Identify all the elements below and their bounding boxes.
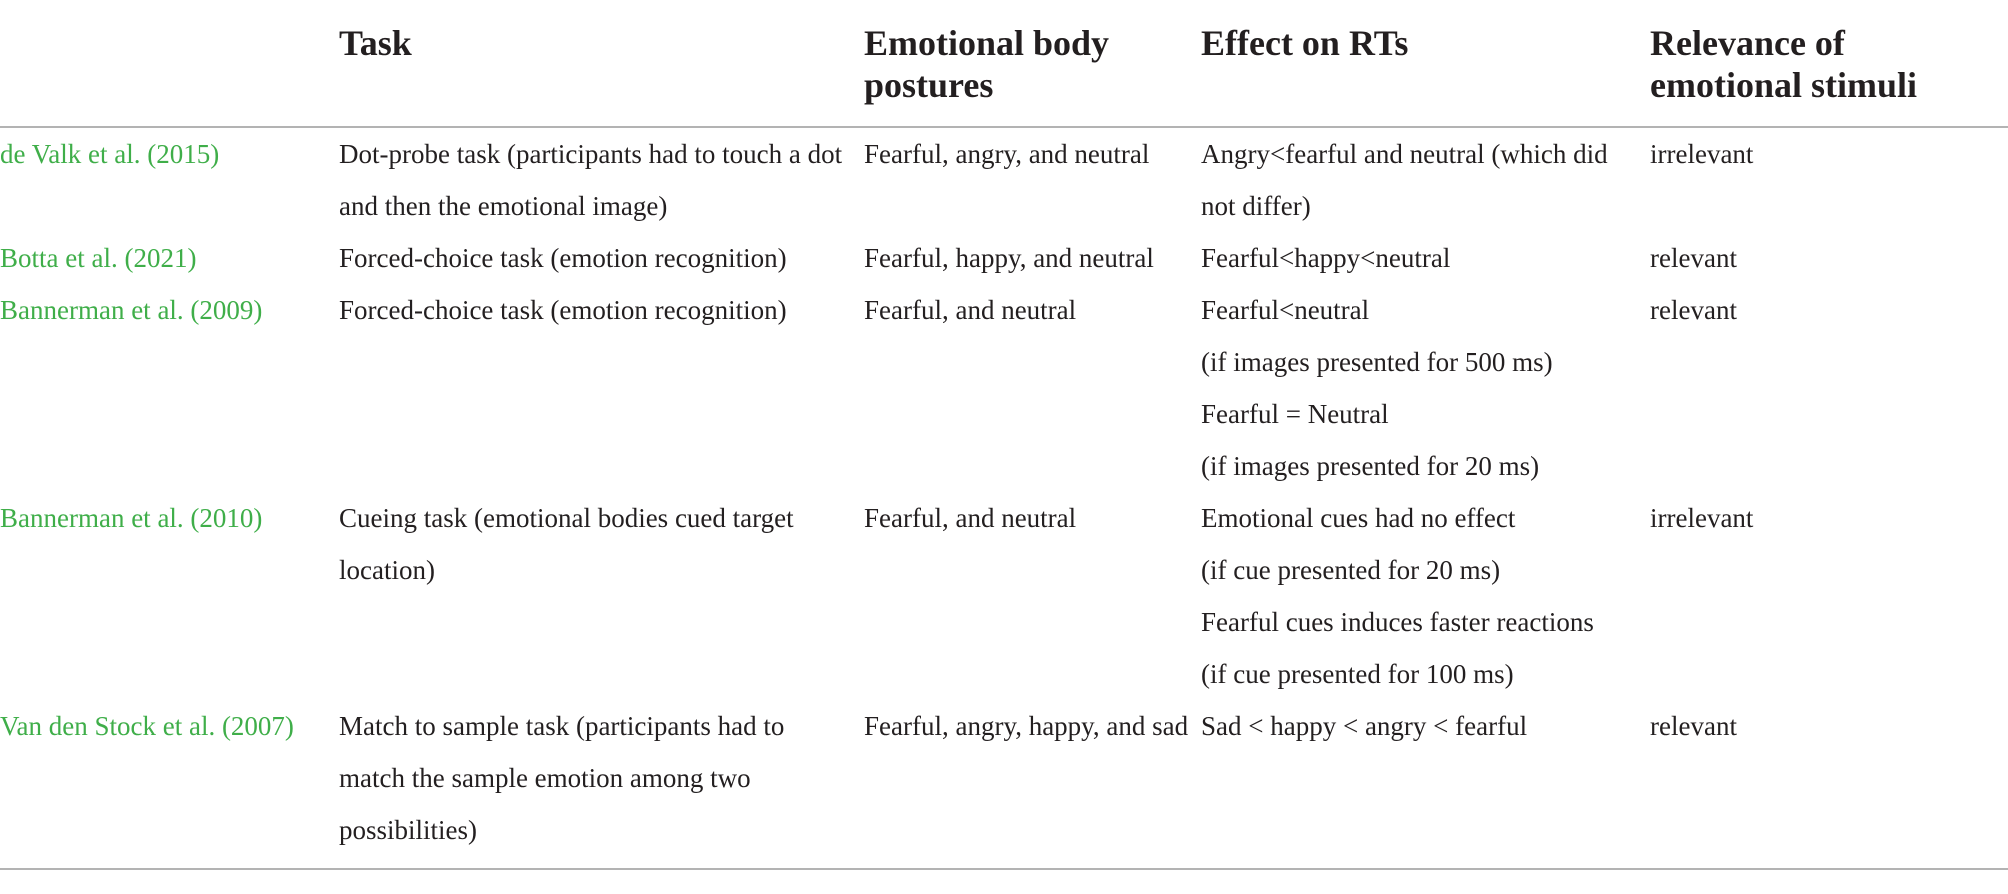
study-cell [0,232,339,284]
study-cell [0,127,339,232]
effect-line: (if images presented for 500 ms) [1201,347,1553,377]
table-row [0,492,2008,700]
postures-cell: Fearful, angry, happy, and sad [864,700,1201,869]
effect-cell [1201,127,1650,232]
header-emotional-body-postures: Emotional body postures [864,0,1201,127]
effect-cell [1201,492,1650,700]
task-cell: Forced-choice task (emotion recognition) [339,295,787,325]
relevance-cell: relevant [1650,295,1737,325]
study-reference-link[interactable]: Botta et al. (2021) [0,243,197,273]
effect-line: (if cue presented for 20 ms) [1201,555,1501,585]
table-body [0,127,2008,869]
postures-cell: Fearful, and neutral [864,295,1077,325]
header-task: Task [339,0,864,127]
task-cell: Cueing task (emotional bodies cued target location) [339,503,794,585]
table-row [0,700,2008,869]
header-relevance: Relevance of emotional stimuli [1650,0,2008,127]
study-reference-link[interactable]: Bannerman et al. (2010) [0,503,263,533]
effect-cell [1201,700,1650,869]
table-row [0,284,2008,492]
effect-line: Fearful cues induces faster reactions [1201,607,1594,637]
effect-cell [1201,284,1650,492]
postures-cell: Fearful, and neutral [864,503,1077,533]
effect-line: Emotional cues had no effect [1201,503,1516,533]
effect-cell [1201,232,1650,284]
effect-line: Fearful<happy<neutral [1201,243,1451,273]
task-cell: Match to sample task (participants had to match the sample emotion among two possibilities) [339,700,864,869]
header-study [0,0,339,127]
relevance-cell: irrelevant [1650,139,1754,169]
postures-cell: Fearful, happy, and neutral [864,243,1154,273]
study-cell [0,700,339,869]
relevance-cell: relevant [1650,243,1737,273]
table-header [0,0,2008,127]
study-reference-link[interactable]: Bannerman et al. (2009) [0,295,263,325]
task-cell: Dot-probe task (participants had to touch a dot and then the emotional image) [339,139,843,221]
effect-line: (if images presented for 20 ms) [1201,451,1540,481]
relevance-cell: relevant [1650,700,2008,869]
table-row [0,232,2008,284]
study-cell [0,284,339,492]
effect-line: Sad < happy < angry < fearful [1201,711,1528,741]
study-reference-link[interactable]: Van den Stock et al. (2007) [0,711,294,741]
study-cell [0,492,339,700]
header-row [0,0,2008,127]
effect-line: Angry<fearful and neutral (which did not differ) [1201,139,1608,221]
table-row [0,127,2008,232]
effect-line: (if cue presented for 100 ms) [1201,659,1514,689]
header-effect-on-rts: Effect on RTs [1201,0,1650,127]
study-reference-link[interactable]: de Valk et al. (2015) [0,139,220,169]
postures-cell: Fearful, angry, and neutral [864,139,1150,169]
task-cell: Forced-choice task (emotion recognition) [339,243,787,273]
effect-line: Fearful = Neutral [1201,399,1389,429]
relevance-cell: irrelevant [1650,503,1754,533]
effect-line: Fearful<neutral [1201,295,1370,325]
